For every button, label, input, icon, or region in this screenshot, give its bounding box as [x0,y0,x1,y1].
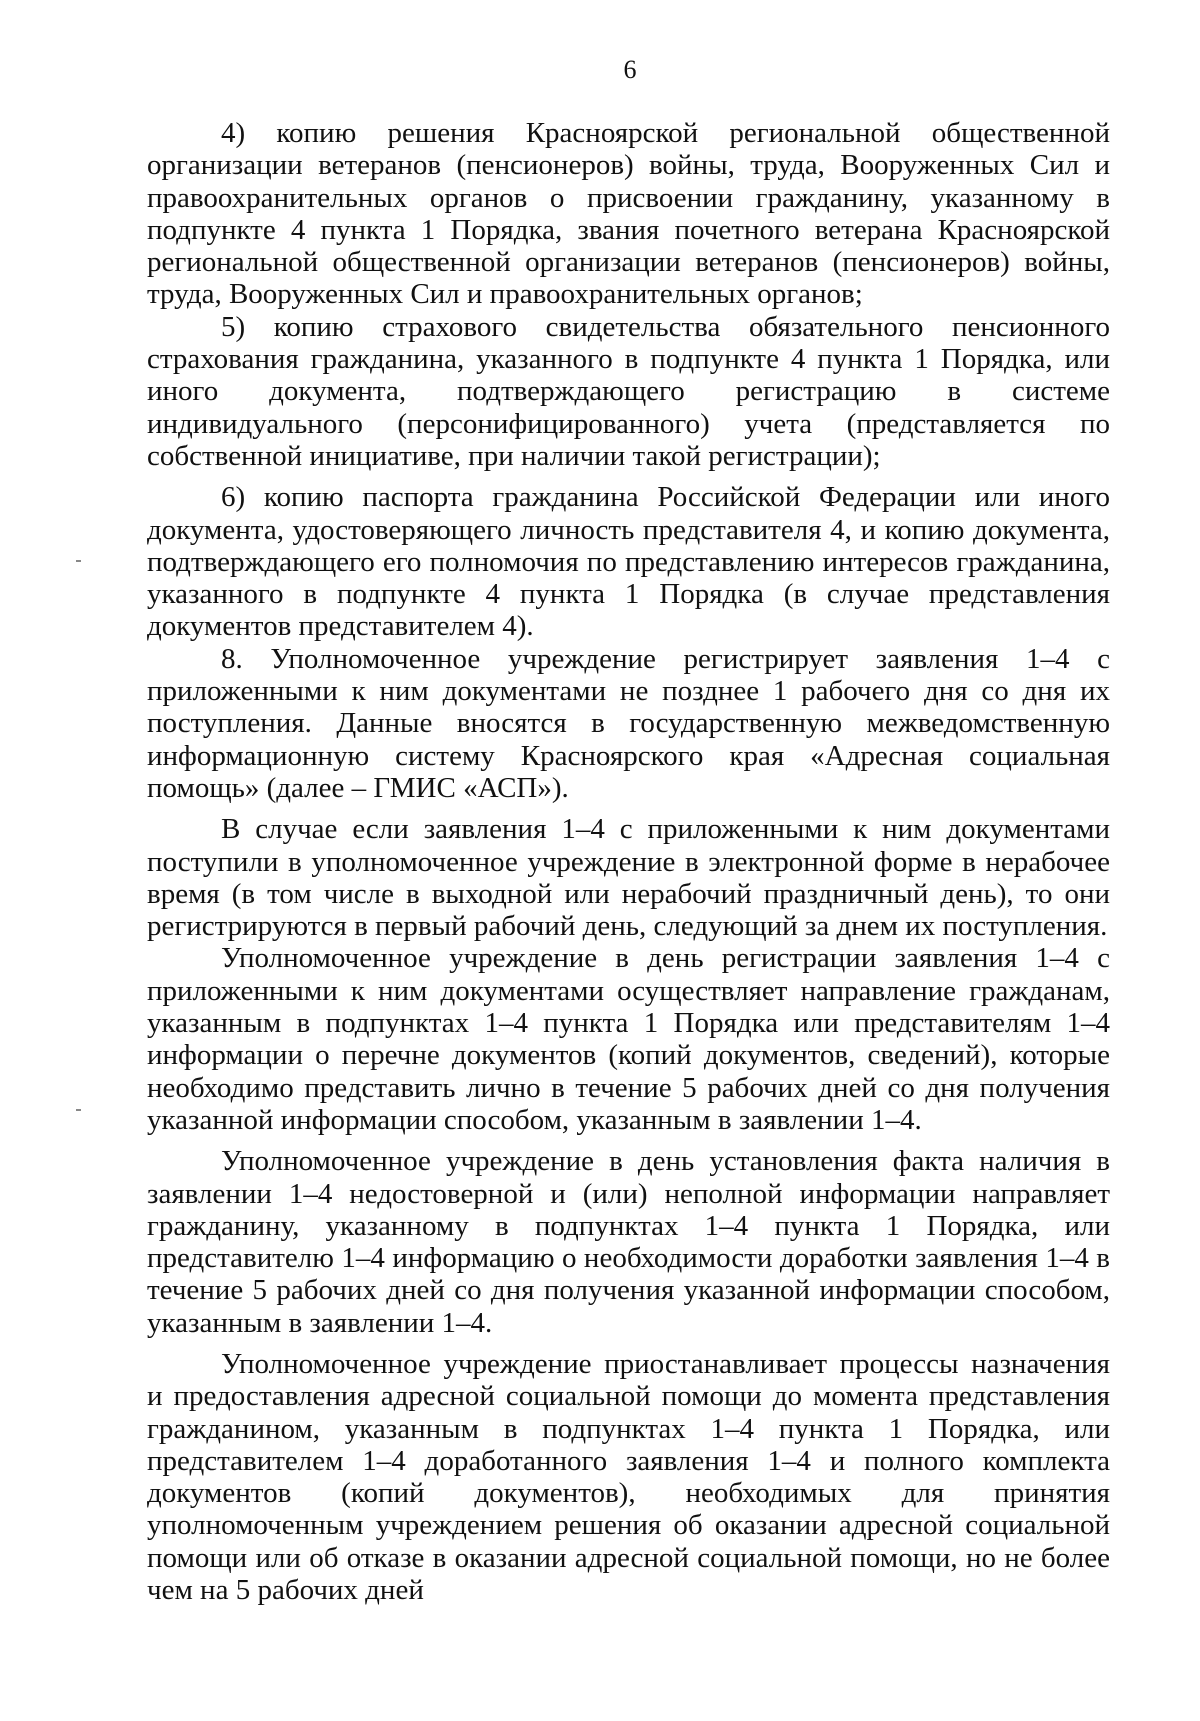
paragraph-document-list-notice: Уполномоченное учреждение в день регистрации заявления 1–4 с приложенными к ним документами осуществляет направление гражданам, указанным в подпунктах 1–4 пункта 1 Порядка или представителям 1–4 информации о перечне документов (копий документов, сведений), которые необходимо представить лично в течение 5 рабочих дней со дня получения указанной информации способом, указанным в заявлении 1–4. [147,942,1110,1136]
document-body [147,117,1110,1606]
page-number: 6 [623,55,637,84]
paragraph-item-6: 6) копию паспорта гражданина Российской Федерации или иного документа, удостоверяющего личность представителя 4, и копию документа, подтверждающего его полномочия по представлению интересов гражданина, указанного в подпункте 4 пункта 1 Порядка (в случае представления документов представителем 4). [147,481,1110,643]
paragraph-item-5: 5) копию страхового свидетельства обязательного пенсионного страхования гражданина, указанного в подпункте 4 пункта 1 Порядка, или иного документа, подтверждающего регистрацию в системе индивидуального (персонифицированного) учета (представляется по собственной инициативе, при наличии такой регистрации); [147,310,1110,472]
scan-mark [76,560,81,562]
paragraph-suspension: Уполномоченное учреждение приостанавливает процессы назначения и предоставления адресной социальной помощи до момента представления гражданином, указанным в подпунктах 1–4 пункта 1 Порядка, или представителем 1–4 доработанного заявления 1–4 и полного комплекта документов (копий документов), необходимых для принятия уполномоченным учреждением решения об оказании адресной социальной помощи или об отказе в оказании адресной социальной помощи, но не более чем на 5 рабочих дней [147,1347,1110,1607]
paragraph-incomplete-information: Уполномоченное учреждение в день установления факта наличия в заявлении 1–4 недостоверной и (или) неполной информации направляет гражданину, указанному в подпунктах 1–4 пункта 1 Порядка, или представителю 1–4 информацию о необходимости доработки заявления 1–4 в течение 5 рабочих дней со дня получения указанной информации способом, указанным в заявлении 1–4. [147,1145,1110,1339]
paragraph-non-working-time: В случае если заявления 1–4 с приложенными к ним документами поступили в уполномоченное учреждение в электронной форме в нерабочее время (в том числе в выходной или нерабочий праздничный день), то они регистрируются в первый рабочий день, следующий за днем их поступления. [147,813,1110,943]
scan-mark [76,1109,81,1111]
paragraph-clause-8: 8. Уполномоченное учреждение регистрирует заявления 1–4 с приложенными к ним документами не позднее 1 рабочего дня со дня их поступления. Данные вносятся в государственную межведомственную информационную систему Красноярского края «Адресная социальная помощь» (далее – ГМИС «АСП»). [147,642,1110,804]
paragraph-item-4: 4) копию решения Красноярской региональной общественной организации ветеранов (пенсионеров) войны, труда, Вооруженных Сил и правоохранительных органов о присвоении гражданину, указанному в подпункте 4 пункта 1 Порядка, звания почетного ветерана Красноярской региональной общественной организации ветеранов (пенсионеров) войны, труда, Вооруженных Сил и правоохранительных органов; [147,117,1110,311]
